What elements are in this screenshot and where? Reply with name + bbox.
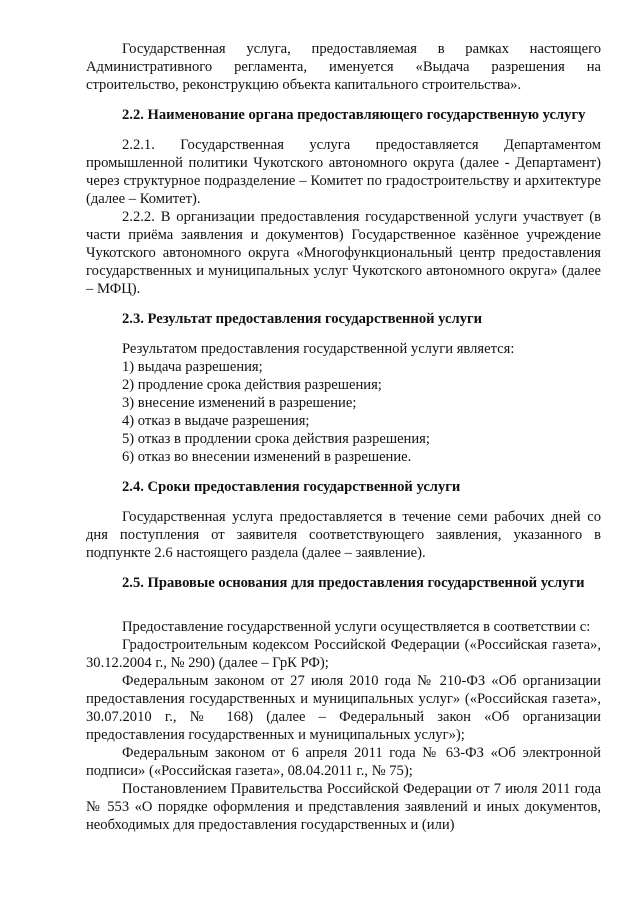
legal-basis-item: Градостроительным кодексом Российской Федерации («Российская газета», 30.12.2004 г., № 290) (далее – ГрК РФ); <box>86 637 601 671</box>
list-item: 6) отказ во внесении изменений в разрешение. <box>122 449 412 465</box>
legal-basis-item: Федеральным законом от 27 июля 2010 года № 210-ФЗ «Об организации предоставления государственных и муниципальных услуг» («Российская газета», 30.07.2010 г., № 168) (далее – Федеральный закон «Об организации предоставления государственных и муниципальных услуг»); <box>86 673 601 743</box>
section-2-4-paragraph: Государственная услуга предоставляется в течение семи рабочих дней со дня поступления от заявителя соответствующего заявления, указанного в подпункте 2.6 настоящего раздела (далее – заявление). <box>86 509 601 561</box>
list-item: 3) внесение изменений в разрешение; <box>122 395 357 411</box>
result-list <box>86 340 601 466</box>
legal-basis-item: Федеральным законом от 6 апреля 2011 года № 63-ФЗ «Об электронной подписи» («Российская газета», 08.04.2011 г., № 75); <box>86 745 601 779</box>
section-2-2-heading: 2.2. Наименование органа предоставляющего государственную услугу <box>122 107 586 123</box>
section-2-5-heading: 2.5. Правовые основания для предоставления государственной услуги <box>122 575 585 591</box>
document-page <box>86 40 601 834</box>
section-2-4-heading: 2.4. Сроки предоставления государственной услуги <box>122 479 461 495</box>
result-list-lead: Результатом предоставления государственной услуги является: <box>122 341 515 357</box>
legal-basis-item: Постановлением Правительства Российской Федерации от 7 июля 2011 года № 553 «О порядке оформления и представления заявлений и иных документов, необходимых для предоставления государственных и (или) <box>86 781 601 833</box>
section-2-5-lead: Предоставление государственной услуги осуществляется в соответствии с: <box>122 619 591 635</box>
list-item: 2) продление срока действия разрешения; <box>122 377 382 393</box>
section-2-2-1-paragraph: 2.2.1. Государственная услуга предоставляется Департаментом промышленной политики Чукотского автономного округа (далее - Департамент) через структурное подразделение – Комитет по градостроительству и архитектуре (далее – Комитет). <box>86 137 601 207</box>
list-item: 1) выдача разрешения; <box>122 359 263 375</box>
intro-paragraph: Государственная услуга, предоставляемая в рамках настоящего Административного регламента, именуется «Выдача разрешения на строительство, реконструкцию объекта капитального строительства». <box>86 41 601 93</box>
section-2-3-heading: 2.3. Результат предоставления государственной услуги <box>122 311 483 327</box>
list-item: 5) отказ в продлении срока действия разрешения; <box>122 431 430 447</box>
section-2-2-2-paragraph: 2.2.2. В организации предоставления государственной услуги участвует (в части приёма заявления и документов) Государственное казённое учреждение Чукотского автономного округа «Многофункциональный центр предоставления государственных и муниципальных услуг Чукотского автономного округа» (далее – МФЦ). <box>86 209 601 297</box>
list-item: 4) отказ в выдаче разрешения; <box>122 413 310 429</box>
